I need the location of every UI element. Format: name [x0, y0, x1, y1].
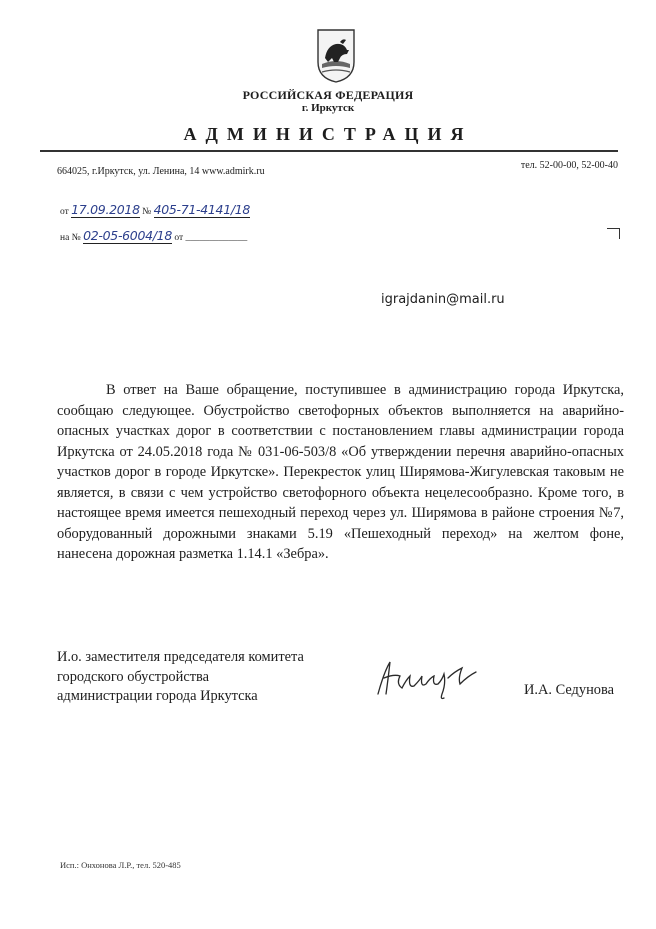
- incoming-date-blank: _____________: [185, 233, 248, 243]
- incoming-reference: [60, 228, 247, 244]
- recipient-email: igrajdanin@mail.ru: [381, 292, 505, 307]
- to-number-label: на №: [60, 233, 81, 243]
- outgoing-number: 405-71-4141/18: [153, 202, 251, 217]
- country-heading: РОССИЙСКАЯ ФЕДЕРАЦИЯ: [242, 88, 414, 102]
- letter-body: В ответ на Ваше обращение, поступившее в администрацию города Иркутска, сообщаю следующее. Обустройство светофорных объектов выполняется на аварийно-опасных участках дорог в соответствии с постановлением главы администрации города Иркутска от 24.05.2018 года № 031-06-503/8 «Об утверждении перечня аварийно-опасных участков дорог в городе Иркутске». Перекресток улиц Ширямова-Жигулевская таковым не является, в связи с чем устройство светофорного объекта нецелесообразно. Кроме того, в настоящее время имеется пешеходный переход через ул. Ширямова в районе строения №7, оборудованный дорожными знаками 5.19 «Пешеходный переход» на желтом фоне, нанесена дорожная разметка 1.14.1 «Зебра».: [57, 382, 624, 562]
- handwritten-signature: [372, 654, 490, 704]
- executor-line: Исп.: Онхонова Л.Р., тел. 520-485: [60, 860, 181, 870]
- number-label: №: [142, 207, 152, 217]
- to-from-label: от: [174, 233, 184, 243]
- city-heading: г. Иркутск: [301, 102, 355, 114]
- organization-heading: АДМИНИСТРАЦИЯ: [183, 124, 473, 144]
- signatory-name: И.А. Седунова: [524, 682, 614, 698]
- signatory-title-line: И.о. заместителя председателя комитета: [57, 649, 304, 665]
- coat-of-arms-icon: [316, 28, 356, 84]
- address-line: 664025, г.Иркутск, ул. Ленина, 14 www.admirk.ru: [57, 166, 265, 177]
- from-label: от: [60, 207, 69, 217]
- signatory-title-line: городского обустройства: [57, 668, 209, 685]
- address-corner-mark: [607, 228, 620, 239]
- signatory-title-line: администрации города Иркутска: [57, 688, 258, 704]
- incoming-number: 02-05-6004/18: [83, 228, 172, 243]
- header-rule: [40, 150, 618, 152]
- phone-line: тел. 52-00-00, 52-00-40: [520, 160, 618, 171]
- outgoing-reference: [60, 202, 250, 218]
- signatory-title: [57, 648, 304, 707]
- outgoing-date: 17.09.2018: [71, 202, 140, 217]
